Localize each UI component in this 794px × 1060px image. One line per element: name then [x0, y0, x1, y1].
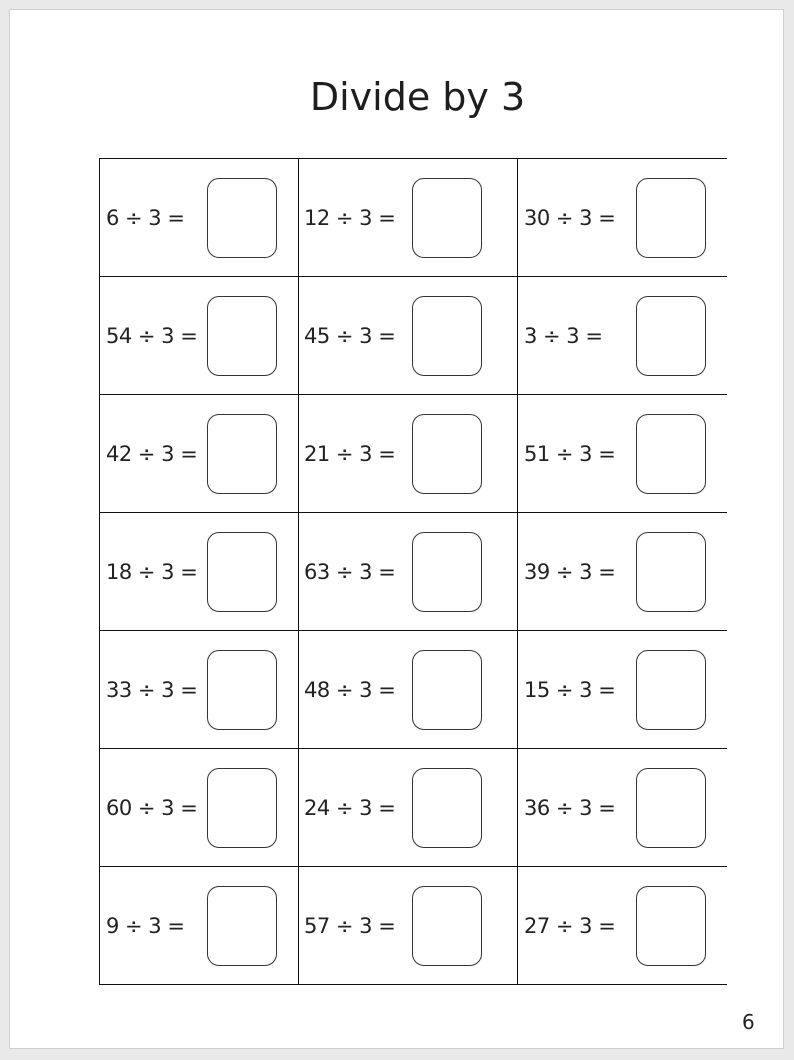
division-expression: 45 ÷ 3 = — [304, 323, 396, 348]
problem-cell — [299, 631, 518, 749]
division-expression: 15 ÷ 3 = — [524, 677, 616, 702]
answer-box[interactable] — [207, 886, 277, 966]
answer-box[interactable] — [412, 650, 482, 730]
problem-cell — [518, 159, 727, 277]
problem-cell — [518, 749, 727, 867]
answer-box[interactable] — [636, 296, 706, 376]
problem-cell — [100, 277, 299, 395]
problem-cell — [518, 513, 727, 631]
answer-box[interactable] — [636, 650, 706, 730]
answer-box[interactable] — [636, 532, 706, 612]
answer-box[interactable] — [412, 296, 482, 376]
answer-box[interactable] — [412, 886, 482, 966]
division-expression: 36 ÷ 3 = — [524, 795, 616, 820]
answer-box[interactable] — [207, 178, 277, 258]
answer-box[interactable] — [412, 178, 482, 258]
problem-cell — [518, 867, 727, 985]
division-expression: 3 ÷ 3 = — [524, 323, 603, 348]
problem-cell — [299, 749, 518, 867]
answer-box[interactable] — [207, 532, 277, 612]
problem-cell — [100, 513, 299, 631]
problem-cell — [299, 867, 518, 985]
problem-row — [100, 631, 727, 749]
problem-cell — [299, 159, 518, 277]
problem-cell — [100, 159, 299, 277]
answer-box[interactable] — [412, 532, 482, 612]
problem-row — [100, 513, 727, 631]
division-expression: 39 ÷ 3 = — [524, 559, 616, 584]
problem-cell — [100, 749, 299, 867]
problem-row — [100, 867, 727, 985]
problem-cell — [299, 277, 518, 395]
division-expression: 18 ÷ 3 = — [106, 559, 198, 584]
problem-cell — [299, 395, 518, 513]
problem-cell — [100, 631, 299, 749]
division-expression: 24 ÷ 3 = — [304, 795, 396, 820]
division-expression: 60 ÷ 3 = — [106, 795, 198, 820]
division-expression: 54 ÷ 3 = — [106, 323, 198, 348]
division-expression: 57 ÷ 3 = — [304, 913, 396, 938]
division-expression: 21 ÷ 3 = — [304, 441, 396, 466]
problem-cell — [299, 513, 518, 631]
page-title: Divide by 3 — [309, 75, 526, 119]
division-expression: 27 ÷ 3 = — [524, 913, 616, 938]
problem-cell — [100, 867, 299, 985]
division-expression: 63 ÷ 3 = — [304, 559, 396, 584]
problem-grid — [99, 158, 727, 985]
answer-box[interactable] — [207, 650, 277, 730]
answer-box[interactable] — [636, 414, 706, 494]
problem-row — [100, 395, 727, 513]
division-expression: 9 ÷ 3 = — [106, 913, 185, 938]
problem-row — [100, 159, 727, 277]
answer-box[interactable] — [412, 414, 482, 494]
page-number: 6 — [742, 1010, 755, 1034]
division-expression: 6 ÷ 3 = — [106, 205, 185, 230]
division-expression: 30 ÷ 3 = — [524, 205, 616, 230]
problem-cell — [100, 395, 299, 513]
problem-cell — [518, 277, 727, 395]
answer-box[interactable] — [207, 414, 277, 494]
problem-cell — [518, 631, 727, 749]
answer-box[interactable] — [636, 886, 706, 966]
problem-row — [100, 277, 727, 395]
division-expression: 42 ÷ 3 = — [106, 441, 198, 466]
answer-box[interactable] — [207, 768, 277, 848]
division-expression: 12 ÷ 3 = — [304, 205, 396, 230]
worksheet-page — [9, 9, 784, 1049]
answer-box[interactable] — [412, 768, 482, 848]
problem-cell — [518, 395, 727, 513]
division-expression: 33 ÷ 3 = — [106, 677, 198, 702]
division-expression: 48 ÷ 3 = — [304, 677, 396, 702]
division-expression: 51 ÷ 3 = — [524, 441, 616, 466]
problem-row — [100, 749, 727, 867]
answer-box[interactable] — [636, 768, 706, 848]
answer-box[interactable] — [636, 178, 706, 258]
answer-box[interactable] — [207, 296, 277, 376]
